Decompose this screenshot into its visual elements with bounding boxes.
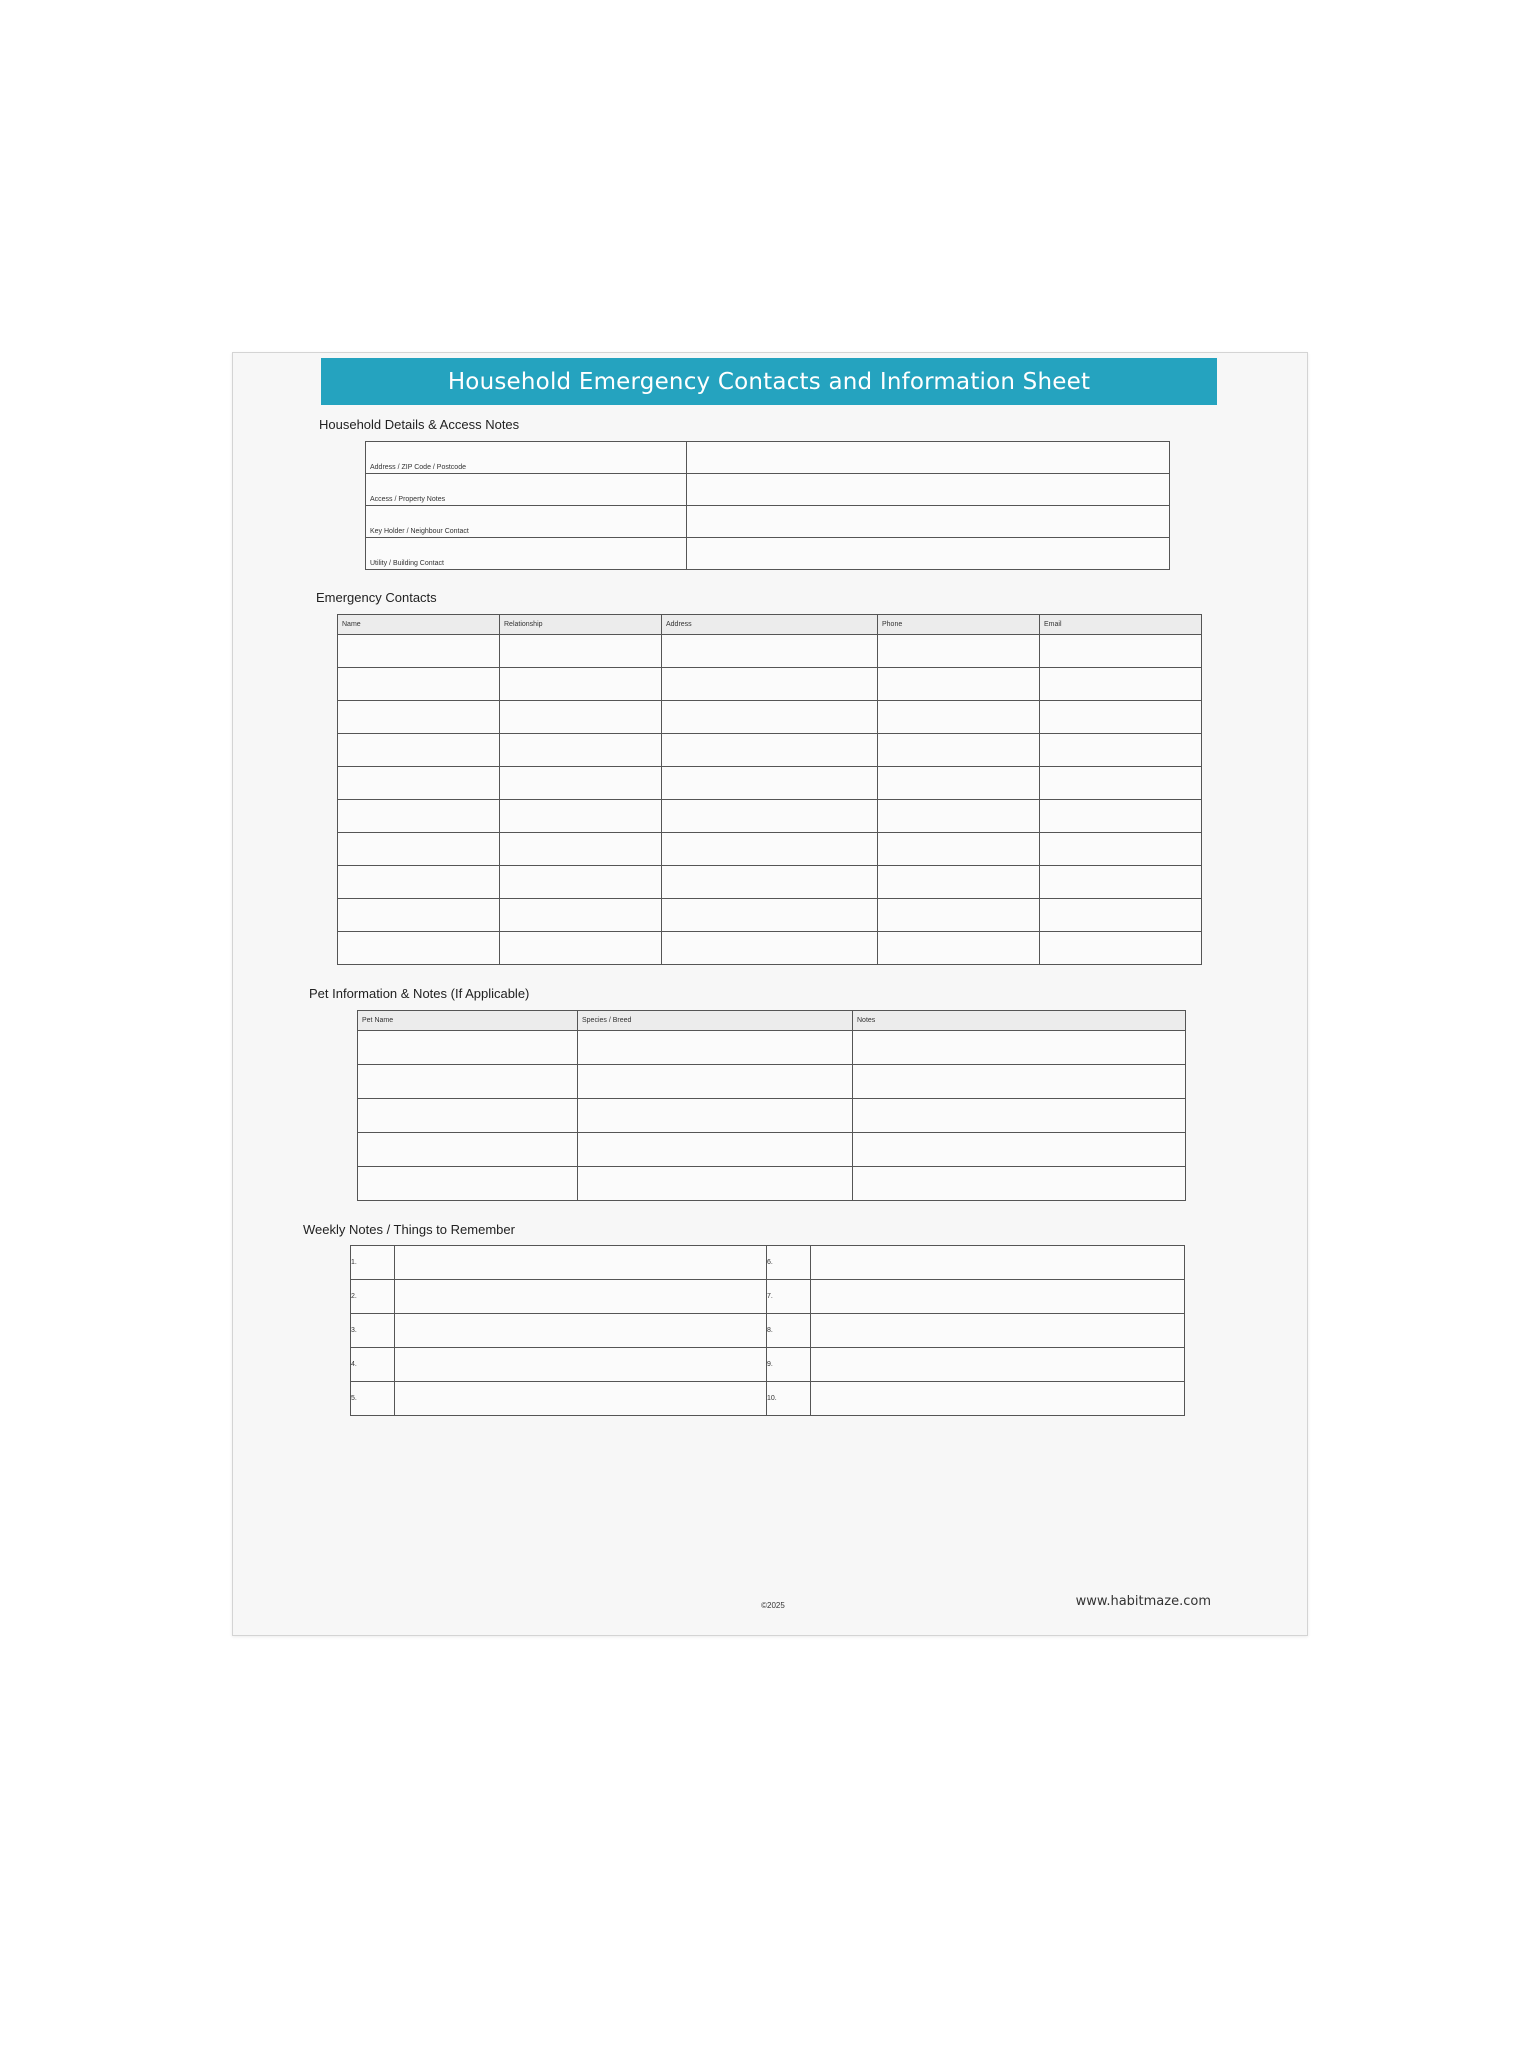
note-number: 3. — [351, 1314, 395, 1348]
household-section-heading: Household Details & Access Notes — [319, 417, 520, 432]
contacts-cell[interactable] — [662, 635, 878, 668]
emergency-contacts-table — [337, 614, 1202, 965]
pets-cell[interactable] — [853, 1031, 1186, 1065]
note-line[interactable] — [395, 1280, 767, 1314]
contacts-column-header: Phone — [878, 615, 1040, 635]
contacts-cell[interactable] — [662, 899, 878, 932]
household-row-label — [366, 538, 687, 570]
contacts-cell[interactable] — [1040, 767, 1202, 800]
contacts-cell[interactable] — [500, 899, 662, 932]
contacts-cell[interactable] — [662, 767, 878, 800]
note-number: 4. — [351, 1348, 395, 1382]
contacts-cell[interactable] — [662, 833, 878, 866]
household-row — [366, 474, 1170, 506]
note-line[interactable] — [811, 1382, 1185, 1416]
pets-column-header: Pet Name — [358, 1011, 578, 1031]
contacts-cell[interactable] — [1040, 800, 1202, 833]
contacts-cell[interactable] — [878, 734, 1040, 767]
note-line[interactable] — [395, 1382, 767, 1416]
household-value-cell[interactable] — [687, 474, 1170, 506]
contacts-cell[interactable] — [500, 734, 662, 767]
contacts-cell[interactable] — [878, 635, 1040, 668]
weekly-notes-heading: Weekly Notes / Things to Remember — [303, 1222, 515, 1237]
pets-row — [358, 1133, 1186, 1167]
pet-information-heading: Pet Information & Notes (If Applicable) — [309, 986, 530, 1001]
contacts-row — [338, 866, 1202, 899]
contacts-cell[interactable] — [1040, 899, 1202, 932]
pets-row — [358, 1099, 1186, 1133]
contacts-cell[interactable] — [338, 899, 500, 932]
contacts-cell[interactable] — [338, 734, 500, 767]
contacts-cell[interactable] — [338, 833, 500, 866]
contacts-row — [338, 800, 1202, 833]
contacts-cell[interactable] — [662, 866, 878, 899]
note-number: 5. — [351, 1382, 395, 1416]
contacts-cell[interactable] — [662, 800, 878, 833]
contacts-cell[interactable] — [878, 767, 1040, 800]
contacts-cell[interactable] — [500, 635, 662, 668]
worksheet-page — [232, 352, 1308, 1636]
note-number: 6. — [767, 1246, 811, 1280]
contacts-cell[interactable] — [1040, 932, 1202, 965]
contacts-cell[interactable] — [662, 932, 878, 965]
website-url: www.habitmaze.com — [1075, 1594, 1211, 1609]
contacts-cell[interactable] — [878, 668, 1040, 701]
contacts-row — [338, 932, 1202, 965]
pets-cell[interactable] — [853, 1133, 1186, 1167]
copyright-text: ©2025 — [761, 1601, 785, 1610]
contacts-cell[interactable] — [500, 767, 662, 800]
contacts-column-header: Address — [662, 615, 878, 635]
note-number: 1. — [351, 1246, 395, 1280]
note-number: 10. — [767, 1382, 811, 1416]
note-number: 7. — [767, 1280, 811, 1314]
pets-cell[interactable] — [358, 1031, 578, 1065]
contacts-column-header: Relationship — [500, 615, 662, 635]
household-label-text: Access / Property Notes — [370, 496, 446, 503]
contacts-row — [338, 767, 1202, 800]
note-line[interactable] — [395, 1348, 767, 1382]
notes-row — [351, 1280, 1185, 1314]
contacts-cell[interactable] — [1040, 866, 1202, 899]
household-value-cell[interactable] — [687, 538, 1170, 570]
household-row-label — [366, 474, 687, 506]
household-row-label — [366, 442, 687, 474]
pets-row — [358, 1167, 1186, 1201]
contacts-cell[interactable] — [878, 899, 1040, 932]
household-label-text: Utility / Building Contact — [370, 560, 444, 567]
note-number: 8. — [767, 1314, 811, 1348]
household-row — [366, 506, 1170, 538]
contacts-column-header: Name — [338, 615, 500, 635]
contacts-cell[interactable] — [500, 833, 662, 866]
pets-cell[interactable] — [853, 1167, 1186, 1201]
pets-row — [358, 1031, 1186, 1065]
notes-row — [351, 1348, 1185, 1382]
contacts-cell[interactable] — [662, 668, 878, 701]
note-line[interactable] — [811, 1348, 1185, 1382]
contacts-row — [338, 899, 1202, 932]
contacts-row — [338, 701, 1202, 734]
contacts-cell[interactable] — [338, 635, 500, 668]
contacts-cell[interactable] — [1040, 668, 1202, 701]
contacts-row — [338, 734, 1202, 767]
household-value-cell[interactable] — [687, 442, 1170, 474]
pets-cell[interactable] — [358, 1099, 578, 1133]
household-label-text: Address / ZIP Code / Postcode — [370, 464, 466, 471]
contacts-cell[interactable] — [878, 800, 1040, 833]
note-number: 9. — [767, 1348, 811, 1382]
household-value-cell[interactable] — [687, 506, 1170, 538]
pets-row — [358, 1065, 1186, 1099]
pets-column-header: Notes — [853, 1011, 1186, 1031]
household-row — [366, 442, 1170, 474]
contacts-cell[interactable] — [500, 866, 662, 899]
contacts-column-header: Email — [1040, 615, 1202, 635]
pets-cell[interactable] — [358, 1065, 578, 1099]
note-line[interactable] — [395, 1246, 767, 1280]
pet-information-table — [357, 1010, 1186, 1201]
notes-row — [351, 1246, 1185, 1280]
pets-cell[interactable] — [578, 1031, 853, 1065]
contacts-cell[interactable] — [338, 701, 500, 734]
contacts-row — [338, 635, 1202, 668]
contacts-cell[interactable] — [500, 932, 662, 965]
contacts-cell[interactable] — [338, 800, 500, 833]
note-line[interactable] — [811, 1314, 1185, 1348]
contacts-row — [338, 833, 1202, 866]
pets-cell[interactable] — [578, 1065, 853, 1099]
contacts-cell[interactable] — [338, 767, 500, 800]
emergency-contacts-heading: Emergency Contacts — [316, 590, 437, 605]
contacts-cell[interactable] — [878, 866, 1040, 899]
pets-cell[interactable] — [853, 1065, 1186, 1099]
notes-row — [351, 1314, 1185, 1348]
household-row-label — [366, 506, 687, 538]
pets-cell[interactable] — [578, 1167, 853, 1201]
household-label-text: Key Holder / Neighbour Contact — [370, 528, 469, 535]
contacts-row — [338, 668, 1202, 701]
page-title: Household Emergency Contacts and Information Sheet — [321, 358, 1217, 405]
contacts-cell[interactable] — [1040, 635, 1202, 668]
notes-row — [351, 1382, 1185, 1416]
note-line[interactable] — [811, 1246, 1185, 1280]
contacts-cell[interactable] — [1040, 833, 1202, 866]
pets-column-header: Species / Breed — [578, 1011, 853, 1031]
contacts-cell[interactable] — [500, 800, 662, 833]
pets-cell[interactable] — [853, 1099, 1186, 1133]
note-number: 2. — [351, 1280, 395, 1314]
contacts-cell[interactable] — [1040, 701, 1202, 734]
contacts-cell[interactable] — [500, 668, 662, 701]
household-row — [366, 538, 1170, 570]
contacts-cell[interactable] — [338, 932, 500, 965]
pets-cell[interactable] — [358, 1167, 578, 1201]
pets-cell[interactable] — [578, 1133, 853, 1167]
contacts-cell[interactable] — [878, 932, 1040, 965]
pets-cell[interactable] — [578, 1099, 853, 1133]
contacts-cell[interactable] — [662, 701, 878, 734]
contacts-cell[interactable] — [500, 701, 662, 734]
household-details-table — [365, 441, 1170, 570]
contacts-cell[interactable] — [338, 866, 500, 899]
contacts-cell[interactable] — [338, 668, 500, 701]
contacts-cell[interactable] — [878, 833, 1040, 866]
pets-cell[interactable] — [358, 1133, 578, 1167]
weekly-notes-table — [350, 1245, 1185, 1416]
note-line[interactable] — [811, 1280, 1185, 1314]
contacts-cell[interactable] — [878, 701, 1040, 734]
contacts-cell[interactable] — [1040, 734, 1202, 767]
note-line[interactable] — [395, 1314, 767, 1348]
contacts-cell[interactable] — [662, 734, 878, 767]
